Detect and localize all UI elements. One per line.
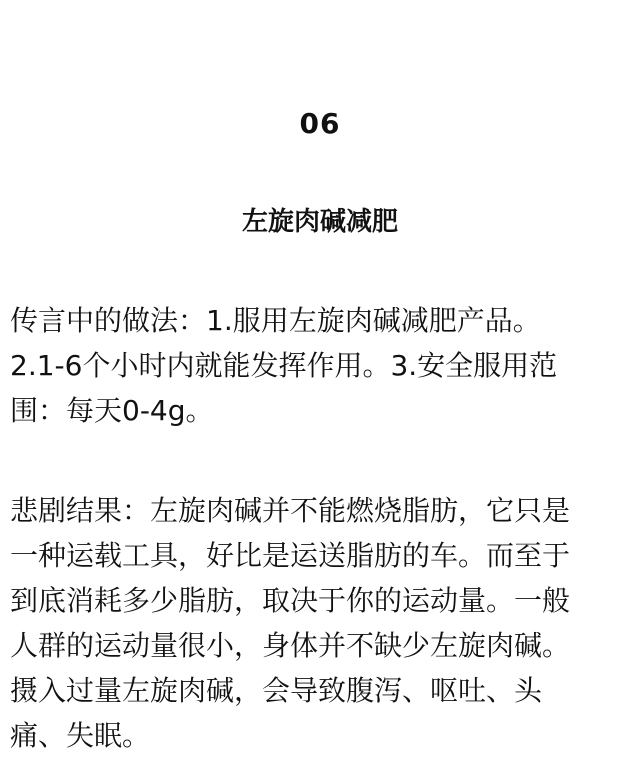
- result-line: 悲剧结果：左旋肉碱并不能燃烧脂肪，它只是: [10, 494, 571, 527]
- section-number: 06: [299, 107, 341, 140]
- rumor-line: 围：每天0-4g。: [10, 394, 214, 427]
- rumor-line: 传言中的做法：1.服用左旋肉碱减肥产品。: [10, 304, 541, 337]
- rumor-line: 2.1-6个小时内就能发挥作用。3.安全服用范: [10, 349, 558, 382]
- result-line: 一种运载工具，好比是运送脂肪的车。而至于: [10, 539, 571, 572]
- result-line: 人群的运动量很小，身体并不缺少左旋肉碱。: [10, 629, 571, 662]
- result-line: 到底消耗多少脂肪，取决于你的运动量。一般: [10, 584, 571, 617]
- result-paragraph: [10, 488, 632, 758]
- result-line: 痛、失眠。: [10, 719, 151, 752]
- result-line: 摄入过量左旋肉碱，会导致腹泻、呕吐、头: [10, 674, 543, 707]
- rumor-paragraph: [10, 298, 632, 433]
- section-title: 左旋肉碱减肥: [241, 207, 398, 237]
